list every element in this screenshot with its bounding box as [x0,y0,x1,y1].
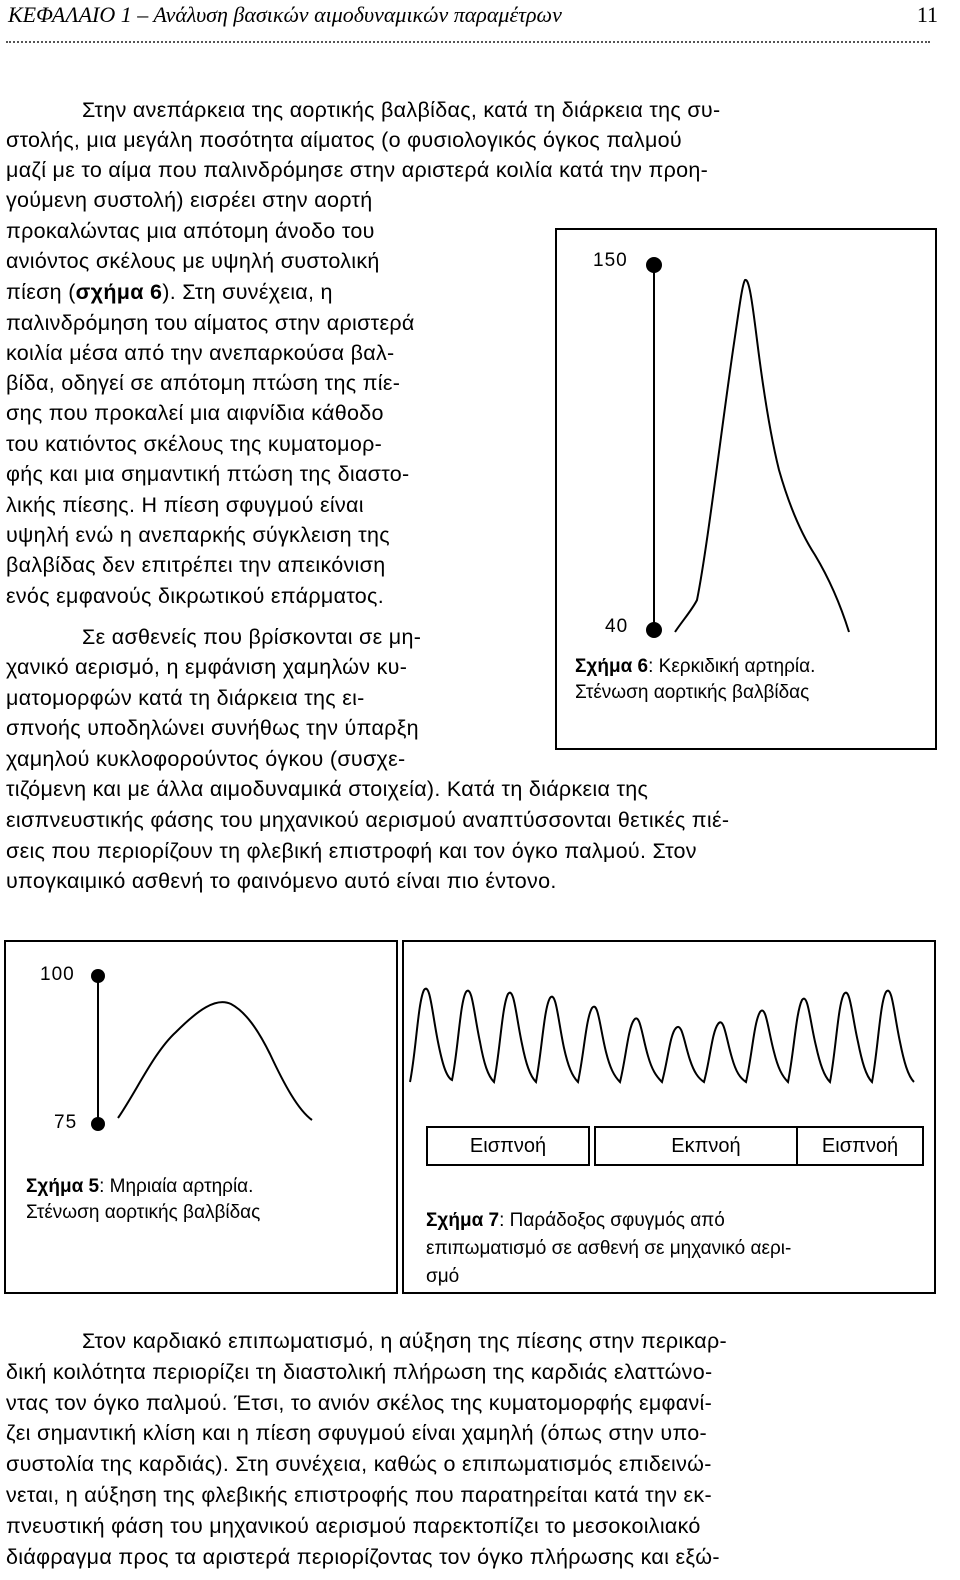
text-line: τιζόμενη και με άλλα αιμοδυναμικά στοιχεία). Κατά τη διάρκεια της [6,777,649,801]
page-number: 11 [916,2,938,27]
scale-top-label: 150 [593,250,628,271]
scale-top-marker [646,257,662,273]
figure-label: Σχήμα 7 [426,1210,500,1231]
text-fragment: πίεση ( [6,280,76,304]
pressure-waveform [675,280,849,632]
chapter-title: ΚΕΦΑΛΑΙΟ 1 – Ανάλυση βασικών αιμοδυναμικών παραμέτρων [8,2,562,27]
figure-label: Σχήμα 6 [575,656,649,677]
text-fragment: ). Στη συνέχεια, η [162,280,333,304]
text-line: βίδα, οδηγεί σε απότομη πτώση της πίε- [6,371,401,395]
figure-reference: σχήμα 6 [75,280,163,304]
scale-bottom-label: 75 [54,1112,78,1133]
text-line: σης που προκαλεί μια αιφνίδια κάθοδο [6,401,384,425]
scale-bottom-label: 40 [605,616,629,637]
text-line: στολής, μια μεγάλη ποσότητα αίματος (ο φυσιολογικός όγκος παλμού [6,128,682,152]
phase-label-inspiration: Εισπνοή [796,1126,924,1166]
text-line: νεται, η αύξηση της φλεβικής επιστροφής που παρατηρείται κατά την εκ- [6,1483,712,1507]
figure-caption-line: Στένωση αορτικής βαλβίδας [575,682,810,703]
text-line: Σε ασθενείς που βρίσκονται σε μη- [82,625,422,649]
text-line: υψηλή ενώ η ανεπαρκής σύγκλειση της [6,523,390,547]
text-line: προκαλώντας μια απότομη άνοδο του [6,219,375,243]
scale-top-label: 100 [40,964,75,985]
text-line: ματομορφών κατά τη διάρκεια της ει- [6,686,365,710]
text-line: μαζί με το αίμα που παλινδρόμησε στην αριστερά κοιλία κατά την προη- [6,158,709,182]
text-line: υπογκαιμικό ασθενή το φαινόμενο αυτό είναι πιο έντονο. [6,869,557,893]
text-line: εισπνευστικής φάσης του μηχανικού αερισμού αναπτύσσονται θετικές πιέ- [6,808,730,832]
text-line: χαμηλού κυκλοφορούντος όγκου (συσχε- [6,747,406,771]
page-header [8,0,938,32]
text-line: ντας τον όγκο παλμού. Έτσι, το ανιόν σκέλος της κυματομορφής εμφανί- [6,1391,713,1415]
figure-label: Σχήμα 5 [26,1176,100,1197]
text-line: δική κοιλότητα περιορίζει τη διαστολική πλήρωση της καρδιάς ελαττώνο- [6,1360,713,1384]
figure-5 [4,940,398,1294]
text-line: φής και μια σημαντική πτώση της διαστο- [6,462,410,486]
scale-bottom-marker [646,622,662,638]
text-line: Στον καρδιακό επιπωματισμό, η αύξηση της πίεσης στην περικαρ- [82,1329,727,1353]
scale-bottom-marker [91,1117,105,1131]
figure-caption-line: επιπωματισμό σε ασθενή σε μηχανικό αερι- [426,1238,792,1259]
figure-caption [575,654,815,680]
text-line: σπνοής υποδηλώνει συνήθως την ύπαρξη [6,716,419,740]
text-line: χανικό αερισμό, η εμφάνιση χαμηλών κυ- [6,655,408,679]
figure-caption [26,1174,253,1200]
figure-caption-line: Στένωση αορτικής βαλβίδας [26,1202,261,1223]
text-line: σεις που περιορίζουν τη φλεβική επιστροφή και τον όγκο παλμού. Στον [6,839,697,863]
phase-label-inspiration: Εισπνοή [426,1126,590,1166]
text-line [6,277,333,307]
text-line: ενός εμφανούς δικρωτικού επάρματος. [6,584,384,608]
text-line: λικής πίεσης. Η πίεση σφυγμού είναι [6,493,364,517]
figure-caption-line: σμό [426,1266,460,1287]
figure-6 [555,228,937,750]
text-line: κοιλία μέσα από την ανεπαρκούσα βαλ- [6,341,395,365]
phase-label-expiration: Εκπνοή [594,1126,818,1166]
figure-7 [402,940,936,1294]
caption-text: : Παράδοξος σφυγμός από [499,1210,725,1231]
text-line: του κατιόντος σκέλους της κυματομορ- [6,432,383,456]
pressure-waveform [118,1002,312,1120]
text-line: διάφραγμα προς τα αριστερά περιορίζοντας τον όγκο πλήρωσης και εξώ- [6,1545,720,1569]
figure-caption [426,1208,725,1234]
text-line: γούμενη συστολή) εισρέει στην αορτή [6,188,373,212]
text-line: βαλβίδας δεν επιτρέπει την απεικόνιση [6,553,386,577]
text-line: συστολία της καρδιάς). Στη συνέχεια, καθώς ο επιπωματισμός επιδεινώ- [6,1452,712,1476]
text-line: ανιόντος σκέλους με υψηλή συστολική [6,249,380,273]
text-line: ζει σημαντική κλίση και η πίεση σφυγμού είναι χαμηλή (όπως στην υπο- [6,1421,707,1445]
text-line: Στην ανεπάρκεια της αορτικής βαλβίδας, κατά τη διάρκεια της συ- [82,98,721,122]
pressure-waveform [410,989,914,1082]
text-line: παλινδρόμηση του αίματος στην αριστερά [6,311,415,335]
text-line: πνευστική φάση του μηχανικού αερισμού παρεκτοπίζει το μεσοκοιλιακό [6,1514,701,1538]
caption-text: : Μηριαία αρτηρία. [99,1176,254,1197]
caption-text: : Κερκιδική αρτηρία. [648,656,816,677]
scale-top-marker [91,969,105,983]
header-divider [6,41,930,43]
